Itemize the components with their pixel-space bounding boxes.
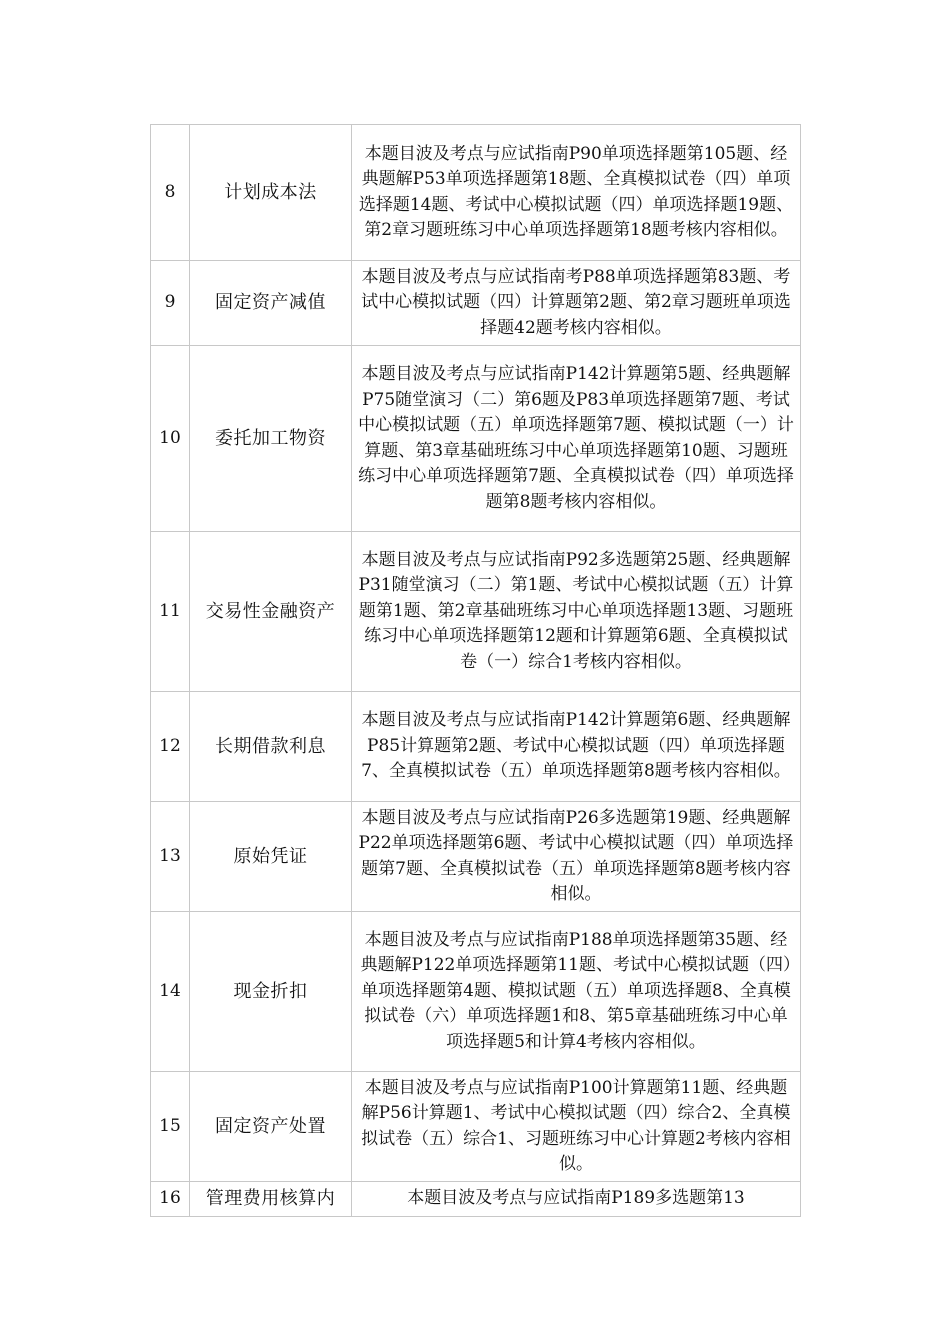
row-number: 12 (151, 692, 190, 802)
row-number: 13 (151, 802, 190, 912)
table-row (151, 912, 801, 1072)
table-row (151, 346, 801, 532)
row-number: 16 (151, 1182, 190, 1217)
topic-description: 本题目波及考点与应试指南P189多选题第13 (352, 1182, 801, 1217)
topic-description: 本题目波及考点与应试指南P90单项选择题第105题、经典题解P53单项选择题第18题、全真模拟试卷（四）单项选择题14题、考试中心模拟试题（四）单项选择题19题、第2章习题班练习中心单项选择题第18题考核内容相似。 (352, 125, 801, 261)
topic-name: 管理费用核算内 (190, 1182, 352, 1217)
topic-description: 本题目波及考点与应试指南P100计算题第11题、经典题解P56计算题1、考试中心模拟试题（四）综合2、全真模拟试卷（五）综合1、习题班练习中心计算题2考核内容相似。 (352, 1072, 801, 1182)
exam-topic-table (150, 124, 801, 1217)
topic-name: 原始凭证 (190, 802, 352, 912)
topic-description: 本题目波及考点与应试指南P142计算题第5题、经典题解P75随堂演习（二）第6题及P83单项选择题第7题、考试中心模拟试题（五）单项选择题第7题、模拟试题（一）计算题、第3章基础班练习中心单项选择题第10题、习题班练习中心单项选择题第7题、全真模拟试卷（四）单项选择题第8题考核内容相似。 (352, 346, 801, 532)
table-row (151, 802, 801, 912)
topic-name: 委托加工物资 (190, 346, 352, 532)
table-row (151, 1072, 801, 1182)
topic-description: 本题目波及考点与应试指南P188单项选择题第35题、经典题解P122单项选择题第11题、考试中心模拟试题（四）单项选择题第4题、模拟试题（五）单项选择题8、全真模拟试卷（六）单项选择题1和8、第5章基础班练习中心单项选择题5和计算4考核内容相似。 (352, 912, 801, 1072)
topic-name: 计划成本法 (190, 125, 352, 261)
topic-name: 现金折扣 (190, 912, 352, 1072)
topic-name: 长期借款利息 (190, 692, 352, 802)
topic-description: 本题目波及考点与应试指南考P88单项选择题第83题、考试中心模拟试题（四）计算题第2题、第2章习题班单项选择题42题考核内容相似。 (352, 261, 801, 346)
table-row (151, 532, 801, 692)
table-row (151, 125, 801, 261)
row-number: 14 (151, 912, 190, 1072)
topic-name: 固定资产减值 (190, 261, 352, 346)
table-row (151, 261, 801, 346)
topic-name: 固定资产处置 (190, 1072, 352, 1182)
topic-description: 本题目波及考点与应试指南P142计算题第6题、经典题解P85计算题第2题、考试中心模拟试题（四）单项选择题7、全真模拟试卷（五）单项选择题第8题考核内容相似。 (352, 692, 801, 802)
table-row (151, 692, 801, 802)
topic-name: 交易性金融资产 (190, 532, 352, 692)
row-number: 15 (151, 1072, 190, 1182)
row-number: 11 (151, 532, 190, 692)
table-row (151, 1182, 801, 1217)
topic-description: 本题目波及考点与应试指南P92多选题第25题、经典题解P31随堂演习（二）第1题、考试中心模拟试题（五）计算题第1题、第2章基础班练习中心单项选择题13题、习题班练习中心单项选择题第12题和计算题第6题、全真模拟试卷（一）综合1考核内容相似。 (352, 532, 801, 692)
row-number: 8 (151, 125, 190, 261)
row-number: 9 (151, 261, 190, 346)
topic-description: 本题目波及考点与应试指南P26多选题第19题、经典题解P22单项选择题第6题、考试中心模拟试题（四）单项选择题第7题、全真模拟试卷（五）单项选择题第8题考核内容相似。 (352, 802, 801, 912)
row-number: 10 (151, 346, 190, 532)
